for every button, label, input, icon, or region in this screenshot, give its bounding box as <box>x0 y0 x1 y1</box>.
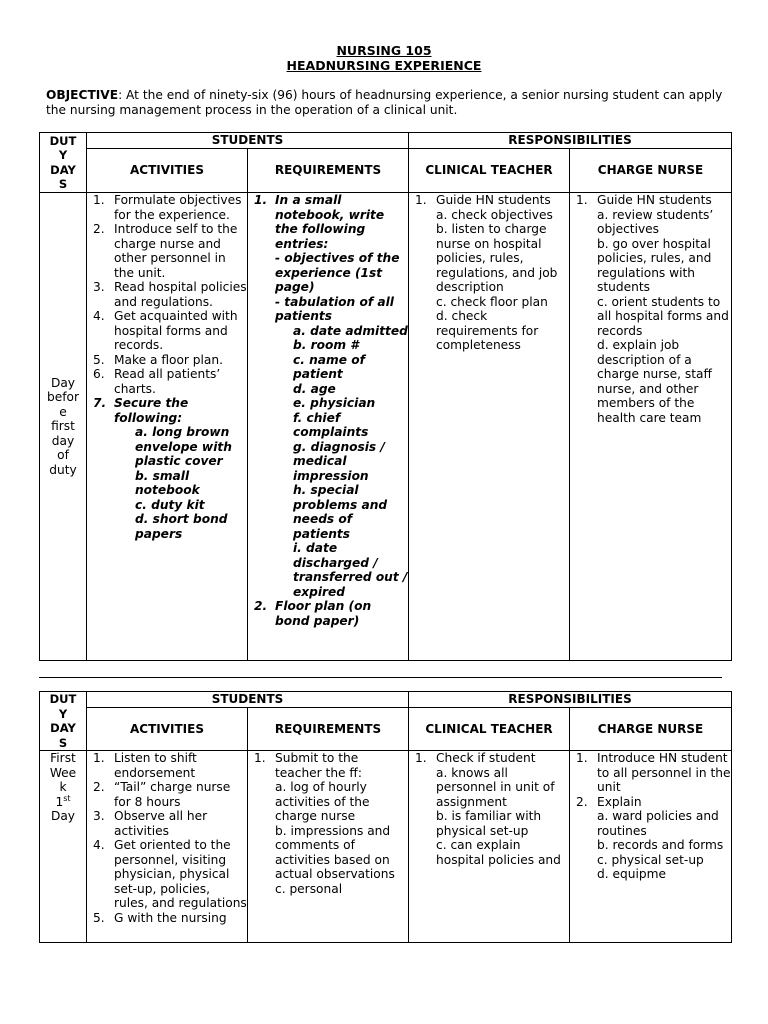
teacher-sub: c. check floor plan <box>436 294 548 309</box>
list-item: 5. Make a floor plan. <box>93 352 223 367</box>
clinical-teacher-header: CLINICAL TEACHER <box>409 708 570 751</box>
nurse-sub: b. go over hospital policies, rules, and regulations with students <box>597 236 712 294</box>
charge-nurse-cell <box>570 751 732 943</box>
list-item: 7. Secure the following: <box>93 396 189 425</box>
teacher-sub: a. knows all personnel in unit of assignment <box>436 765 555 809</box>
duty-day-cell: First Wee k 1st Day <box>40 751 87 943</box>
list-item: 1. Listen to shift endorsement <box>93 751 197 780</box>
req-sub: b. room # <box>293 338 359 352</box>
list-item: 4. Get acquainted with hospital forms and records. <box>93 309 238 352</box>
teacher-sub: c. can explain hospital policies and <box>436 838 561 867</box>
teacher-sub: b. is familiar with physical set-up <box>436 809 542 838</box>
secure-item: b. small notebook <box>135 468 200 497</box>
requirements-header: REQUIREMENTS <box>248 149 409 193</box>
req-sub: i. date discharged / transferred out / expired <box>293 541 408 599</box>
req-sub: a. date admitted <box>293 323 408 338</box>
req-sub: c. name of patient <box>293 352 365 381</box>
duty-days-header: DUT Y DAY S <box>40 133 87 193</box>
req-sub: d. age <box>293 381 336 396</box>
req-sub: a. log of hourly activities of the charge nurse <box>275 780 370 823</box>
list-item: 2. Floor plan (on bond paper) <box>254 599 372 628</box>
list-item: 1. Guide HN students a. review students’ objectives b. go over hospital policies, rules, and regulations with students c. orient students to all hospital forms and records d. explain job description of a charge nurse, staff nurse, and other members of the health care team <box>570 193 731 425</box>
req-sub: b. impressions and comments of activities based on actual observations <box>275 823 395 881</box>
requirements-cell <box>248 193 409 661</box>
list-item: 3. Observe all her activities <box>93 809 208 838</box>
requirements-header: REQUIREMENTS <box>248 708 409 751</box>
teacher-sub: a. check objectives <box>436 207 553 222</box>
students-header: STUDENTS <box>87 692 409 708</box>
nurse-sub: c. orient students to all hospital forms and records <box>597 294 729 338</box>
list-item: 1. Introduce HN student to all personnel in the unit <box>576 751 731 794</box>
nurse-sub: d. equipme <box>597 867 666 881</box>
duty-table-2 <box>39 691 732 943</box>
responsibilities-header: RESPONSIBILITIES <box>409 692 732 708</box>
nurse-sub: b. records and forms <box>597 838 724 852</box>
req-sub: e. physician <box>293 396 376 410</box>
req-entry: - objectives of the experience (1st page) <box>275 251 400 294</box>
objective-label: OBJECTIVE <box>46 88 119 102</box>
list-item: 2. Introduce self to the charge nurse and other personnel in the unit. <box>93 222 238 280</box>
clinical-teacher-cell <box>409 751 570 943</box>
list-item: 1. In a small notebook, write the following entries: - objectives of the experience (1st page) - tabulation of all patients a. date admitted b. room # c. name of patient d. age e. physician f. chief complaints g. diagnosis / medical impression h. special problems and needs of patients i. date discharged / transferred out / expired <box>254 193 408 599</box>
course-title: NURSING 105 <box>336 43 432 58</box>
charge-nurse-cell <box>570 193 732 661</box>
req-sub: f. chief complaints <box>293 410 369 439</box>
list-item: 1. Guide HN students a. check objectives b. listen to charge nurse on hospital policies, rules, regulations, and job description c. check floor plan d. check requirements for completeness <box>409 193 569 353</box>
teacher-sub: b. listen to charge nurse on hospital policies, rules, regulations, and job description <box>436 222 558 294</box>
list-item: 1. Formulate objectives for the experience. <box>93 193 242 222</box>
req-sub: c. personal <box>275 881 343 896</box>
teacher-sub: d. check requirements for completeness <box>436 309 539 352</box>
course-subtitle: HEADNURSING EXPERIENCE <box>286 58 482 73</box>
req-sub: h. special problems and needs of patients <box>293 483 388 541</box>
students-header: STUDENTS <box>87 133 409 149</box>
activities-header: ACTIVITIES <box>87 708 248 751</box>
clinical-teacher-cell <box>409 193 570 661</box>
objective-text: : At the end of ninety-six (96) hours of headnursing experience, a senior nursing student can apply the nursing management process in the operation of a clinical unit. <box>46 88 723 117</box>
nurse-sub: a. ward policies and routines <box>597 809 719 838</box>
duty-table-1 <box>39 132 732 661</box>
objective-paragraph <box>46 88 726 118</box>
nurse-sub: d. explain job description of a charge nurse, staff nurse, and other members of the health care team <box>597 338 712 425</box>
list-item: 2. Explain a. ward policies and routines b. records and forms c. physical set-up d. equipme <box>570 795 731 882</box>
activities-cell <box>87 751 248 943</box>
list-item: 1. Check if student a. knows all personnel in unit of assignment b. is familiar with physical set-up c. can explain hospital policies and <box>409 751 569 867</box>
duty-day-cell: Day befor e first day of duty <box>40 193 87 661</box>
list-item: 6. Read all patients’ charts. <box>93 367 221 396</box>
list-item: 2. “Tail” charge nurse for 8 hours <box>93 780 231 809</box>
list-item: 5. G with the nursing <box>93 910 227 925</box>
secure-item: a. long brown envelope with plastic cover <box>135 425 232 468</box>
req-sub: g. diagnosis / medical impression <box>293 439 385 483</box>
list-item: 4. Get oriented to the personnel, visiting physician, physical set-up, policies, rules, and regulations <box>93 838 247 910</box>
responsibilities-header: RESPONSIBILITIES <box>409 133 732 149</box>
list-item: 3. Read hospital policies and regulations. <box>93 280 247 309</box>
charge-nurse-header: CHARGE NURSE <box>570 149 732 193</box>
req-entry: - tabulation of all patients <box>275 294 394 323</box>
activities-header: ACTIVITIES <box>87 149 248 193</box>
charge-nurse-header: CHARGE NURSE <box>570 708 732 751</box>
activities-cell <box>87 193 248 661</box>
duty-days-header: DUT Y DAY S <box>40 692 87 751</box>
requirements-cell <box>248 751 409 943</box>
secure-item: d. short bond papers <box>135 512 228 541</box>
list-item: 1. Submit to the teacher the ff: a. log of hourly activities of the charge nurse b. impressions and comments of activities based on actual observations c. personal <box>248 751 408 896</box>
nurse-sub: c. physical set-up <box>597 852 704 867</box>
nurse-sub: a. review students’ objectives <box>597 207 714 236</box>
secure-item: c. duty kit <box>135 497 205 512</box>
clinical-teacher-header: CLINICAL TEACHER <box>409 149 570 193</box>
section-divider <box>39 677 722 678</box>
